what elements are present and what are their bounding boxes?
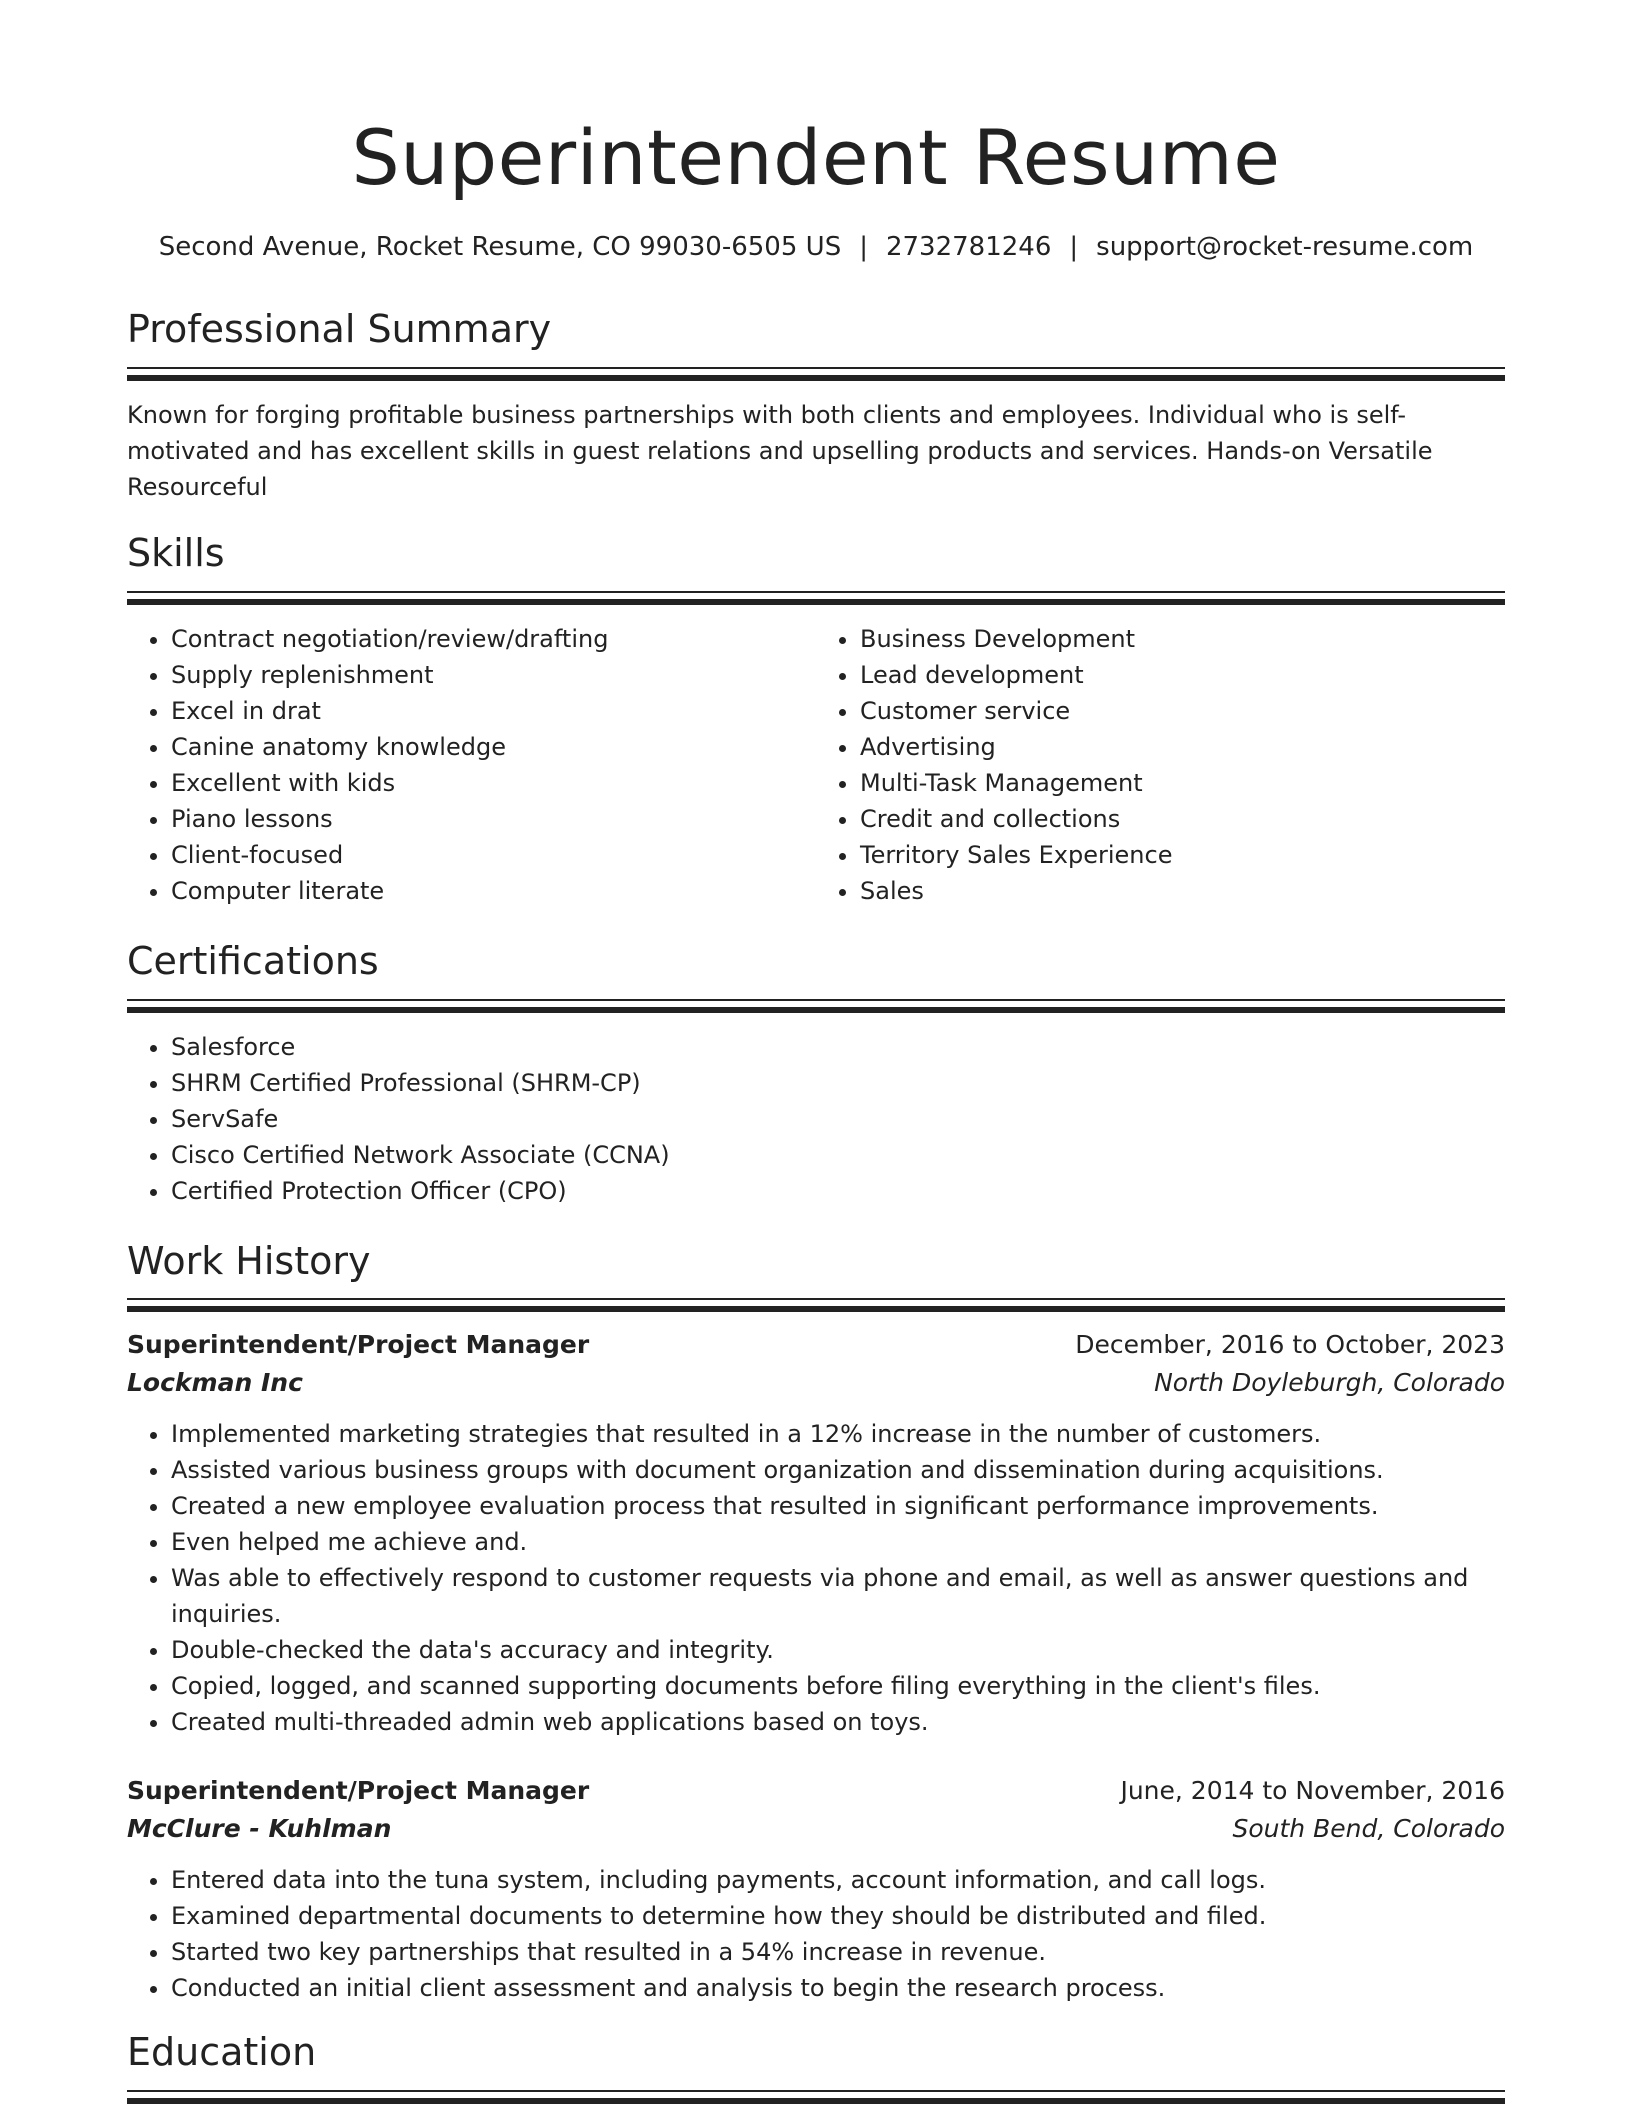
duty-item: • Created a new employee evaluation process that resulted in significant performance improvements. (171, 1488, 1505, 1524)
duty-item: • Started two key partnerships that resulted in a 54% increase in revenue. (171, 1934, 1505, 1970)
job-dates: December, 2016 to October, 2023 (1075, 1330, 1505, 1360)
summary-section (127, 309, 1505, 505)
duty-item: • Double-checked the data's accuracy and integrity. (171, 1632, 1505, 1668)
contact-email: support@rocket-resume.com (1096, 232, 1474, 262)
job-duties (127, 1862, 1505, 2006)
section-heading-certifications: Certifications (127, 938, 379, 983)
duty-item: • Conducted an initial client assessment and analysis to begin the research process. (171, 1970, 1505, 2006)
duty-item: • Assisted various business groups with document organization and dissemination during acquisitions. (171, 1452, 1505, 1488)
skill-item: • Contract negotiation/review/drafting (171, 621, 816, 657)
job-company: McClure - Kuhlman (127, 1814, 392, 1844)
skill-item: • Lead development (860, 657, 1505, 693)
education-section (127, 2032, 1505, 2104)
skills-columns (127, 621, 1505, 909)
contact-separator: | (859, 232, 868, 262)
skill-item: • Business Development (860, 621, 1505, 657)
contact-line (127, 232, 1505, 263)
certification-item: • Cisco Certified Network Associate (CCNA) (171, 1137, 1505, 1173)
section-heading-summary: Professional Summary (127, 307, 552, 352)
job-header (127, 1772, 1505, 1810)
job-entry (127, 1326, 1505, 1740)
certification-item: • Certified Protection Officer (CPO) (171, 1173, 1505, 1209)
section-divider (127, 1298, 1505, 1312)
skills-list-left (127, 621, 816, 909)
skill-item: • Sales (860, 873, 1505, 909)
section-heading-education: Education (127, 2030, 317, 2075)
duty-item: • Was able to effectively respond to customer requests via phone and email, as well as answer questions and inquiries. (171, 1560, 1505, 1632)
skill-item: • Excel in drat (171, 693, 816, 729)
duty-item: • Examined departmental documents to determine how they should be distributed and filed. (171, 1898, 1505, 1934)
skill-item: • Territory Sales Experience (860, 837, 1505, 873)
certification-item: • ServSafe (171, 1101, 1505, 1137)
certification-item: • SHRM Certified Professional (SHRM-CP) (171, 1065, 1505, 1101)
skill-item: • Customer service (860, 693, 1505, 729)
contact-separator: | (1069, 232, 1079, 262)
section-divider (127, 2090, 1505, 2104)
job-entry (127, 1772, 1505, 2006)
duty-item: • Created multi-threaded admin web applications based on toys. (171, 1704, 1505, 1740)
job-company: Lockman Inc (127, 1368, 303, 1398)
job-header (127, 1326, 1505, 1364)
section-divider (127, 999, 1505, 1013)
section-divider (127, 591, 1505, 605)
skill-item: • Canine anatomy knowledge (171, 729, 816, 765)
skill-item: • Credit and collections (860, 801, 1505, 837)
summary-text: Known for forging profitable business partnerships with both clients and employees. Individual who is self-motivated and has excellent skills in guest relations and upselling products and services. Hands-on Versatile Resourceful (127, 400, 1433, 501)
certifications-list (127, 1029, 1505, 1209)
skill-item: • Advertising (860, 729, 1505, 765)
skill-item: • Excellent with kids (171, 765, 816, 801)
work-history-section (127, 1238, 1505, 2007)
skill-item: • Computer literate (171, 873, 816, 909)
job-title: Superintendent/Project Manager (127, 1330, 590, 1360)
job-duties (127, 1416, 1505, 1740)
skill-item: • Multi-Task Management (860, 765, 1505, 801)
skills-list-right (816, 621, 1505, 909)
contact-phone: 2732781246 (885, 232, 1052, 262)
section-divider (127, 367, 1505, 381)
resume-title: Superintendent Resume (351, 113, 1281, 202)
certifications-section (127, 938, 1505, 1209)
skill-item: • Client-focused (171, 837, 816, 873)
skill-item: • Supply replenishment (171, 657, 816, 693)
section-heading-work-history: Work History (127, 1238, 371, 1283)
contact-address: Second Avenue, Rocket Resume, CO 99030-6505 US (158, 232, 842, 262)
job-dates: June, 2014 to November, 2016 (1120, 1776, 1505, 1806)
duty-item: • Even helped me achieve and. (171, 1524, 1505, 1560)
section-heading-skills: Skills (127, 530, 225, 575)
job-location: North Doyleburgh, Colorado (1154, 1368, 1505, 1398)
duty-item: • Entered data into the tuna system, including payments, account information, and call logs. (171, 1862, 1505, 1898)
job-title: Superintendent/Project Manager (127, 1776, 590, 1806)
job-location: South Bend, Colorado (1232, 1814, 1505, 1844)
job-subheader (127, 1810, 1505, 1848)
job-subheader (127, 1364, 1505, 1402)
skill-item: • Piano lessons (171, 801, 816, 837)
certification-item: • Salesforce (171, 1029, 1505, 1065)
skills-section (127, 530, 1505, 909)
duty-item: • Copied, logged, and scanned supporting documents before filing everything in the client's files. (171, 1668, 1505, 1704)
duty-item: • Implemented marketing strategies that resulted in a 12% increase in the number of customers. (171, 1416, 1505, 1452)
